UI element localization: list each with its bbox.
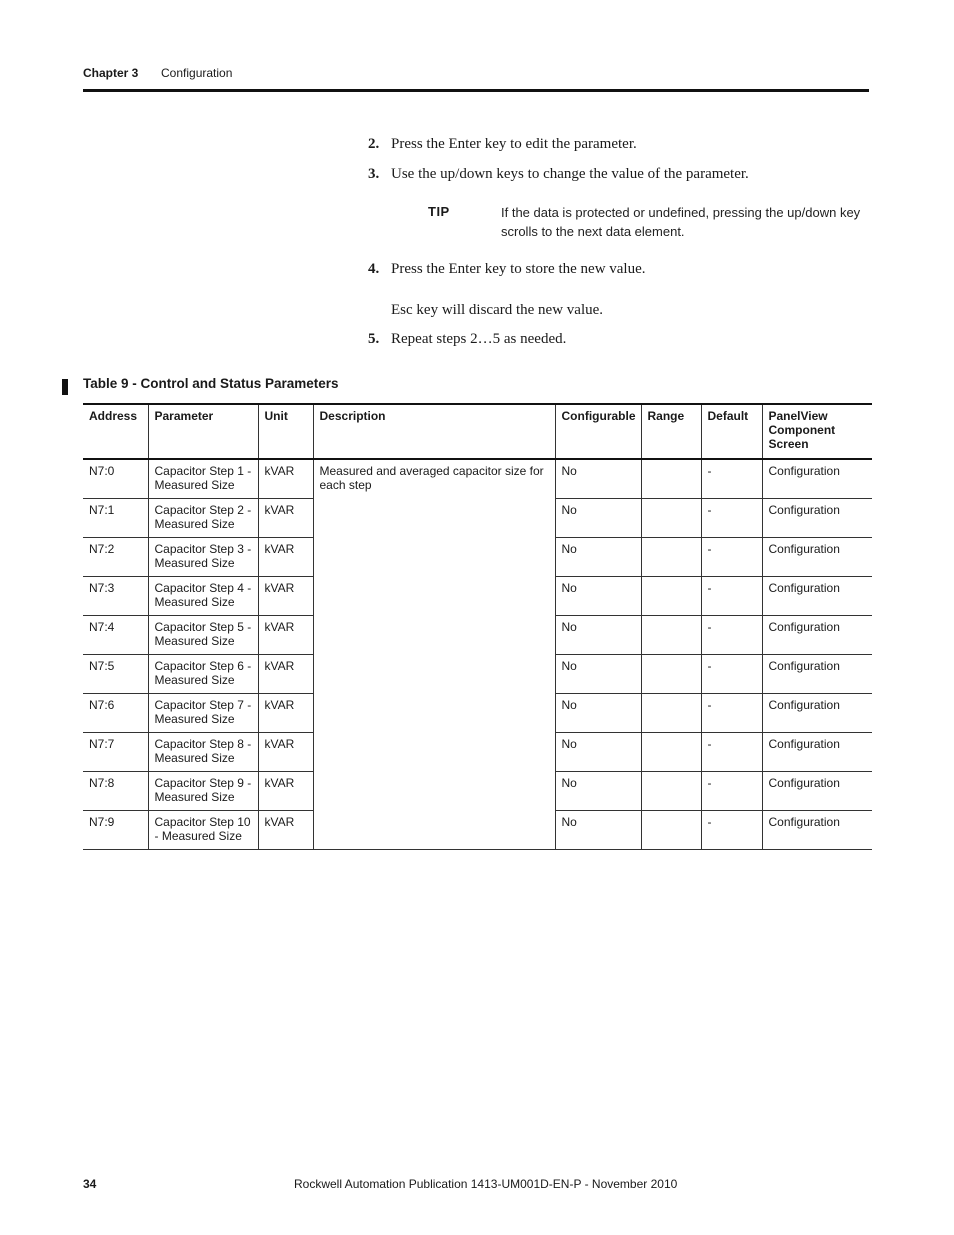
cell-description: Measured and averaged capacitor size for each step (313, 459, 555, 850)
cell-parameter: Capacitor Step 10 - Measured Size (148, 811, 258, 850)
cell-range (641, 538, 701, 577)
tip-text: If the data is protected or undefined, pressing the up/down key scrolls to the next data element. (501, 205, 861, 239)
cell-parameter: Capacitor Step 4 - Measured Size (148, 577, 258, 616)
page-number: 34 (83, 1177, 97, 1191)
cell-default: - (701, 811, 762, 850)
tip-label: TIP (428, 204, 450, 219)
cell-default: - (701, 538, 762, 577)
header-rule (83, 89, 869, 92)
cell-configurable: No (555, 655, 641, 694)
publication-info: Rockwell Automation Publication 1413-UM001D-EN-P - November 2010 (294, 1177, 678, 1191)
col-range: Range (641, 404, 701, 459)
cell-range (641, 616, 701, 655)
cell-address: N7:7 (83, 733, 148, 772)
table-marker (62, 379, 68, 395)
cell-address: N7:0 (83, 459, 148, 499)
col-configurable: Configurable (555, 404, 641, 459)
cell-unit: kVAR (258, 733, 313, 772)
col-unit: Unit (258, 404, 313, 459)
col-default: Default (701, 404, 762, 459)
cell-unit: kVAR (258, 655, 313, 694)
cell-unit: kVAR (258, 616, 313, 655)
cell-unit: kVAR (258, 459, 313, 499)
cell-address: N7:1 (83, 499, 148, 538)
cell-screen: Configuration (762, 811, 872, 850)
cell-default: - (701, 772, 762, 811)
step-number: 2. (368, 136, 380, 152)
cell-screen: Configuration (762, 577, 872, 616)
cell-configurable: No (555, 811, 641, 850)
cell-range (641, 655, 701, 694)
cell-address: N7:2 (83, 538, 148, 577)
cell-unit: kVAR (258, 811, 313, 850)
cell-parameter: Capacitor Step 9 - Measured Size (148, 772, 258, 811)
step-2 (368, 136, 637, 153)
cell-configurable: No (555, 577, 641, 616)
cell-address: N7:9 (83, 811, 148, 850)
step-text: Press the Enter key to store the new value. (391, 261, 646, 277)
cell-address: N7:6 (83, 694, 148, 733)
esc-note: Esc key will discard the new value. (391, 302, 604, 318)
cell-configurable: No (555, 694, 641, 733)
cell-default: - (701, 577, 762, 616)
step-number: 3. (368, 166, 380, 182)
cell-configurable: No (555, 772, 641, 811)
cell-configurable: No (555, 538, 641, 577)
cell-parameter: Capacitor Step 1 - Measured Size (148, 459, 258, 499)
cell-default: - (701, 616, 762, 655)
cell-parameter: Capacitor Step 6 - Measured Size (148, 655, 258, 694)
cell-address: N7:5 (83, 655, 148, 694)
cell-parameter: Capacitor Step 5 - Measured Size (148, 616, 258, 655)
parameters-table (83, 403, 872, 850)
cell-screen: Configuration (762, 733, 872, 772)
section-label: Configuration (161, 66, 233, 80)
cell-parameter: Capacitor Step 8 - Measured Size (148, 733, 258, 772)
cell-screen: Configuration (762, 538, 872, 577)
cell-address: N7:3 (83, 577, 148, 616)
cell-default: - (701, 499, 762, 538)
cell-range (641, 811, 701, 850)
step-number: 4. (368, 261, 380, 277)
step-number: 5. (368, 331, 380, 347)
table-header-row (83, 404, 872, 459)
cell-configurable: No (555, 459, 641, 499)
step-text: Press the Enter key to edit the parameter. (391, 136, 637, 152)
step-text: Repeat steps 2…5 as needed. (391, 331, 567, 347)
step-text: Use the up/down keys to change the value of the parameter. (391, 166, 749, 182)
cell-parameter: Capacitor Step 2 - Measured Size (148, 499, 258, 538)
cell-configurable: No (555, 616, 641, 655)
cell-unit: kVAR (258, 694, 313, 733)
col-parameter: Parameter (148, 404, 258, 459)
cell-screen: Configuration (762, 459, 872, 499)
table-title: Table 9 - Control and Status Parameters (83, 376, 339, 391)
cell-default: - (701, 459, 762, 499)
running-header (83, 66, 232, 80)
col-description: Description (313, 404, 555, 459)
cell-screen: Configuration (762, 772, 872, 811)
cell-screen: Configuration (762, 694, 872, 733)
cell-default: - (701, 694, 762, 733)
cell-parameter: Capacitor Step 3 - Measured Size (148, 538, 258, 577)
cell-screen: Configuration (762, 655, 872, 694)
cell-unit: kVAR (258, 538, 313, 577)
step-5 (368, 331, 566, 348)
cell-range (641, 694, 701, 733)
cell-range (641, 577, 701, 616)
cell-configurable: No (555, 733, 641, 772)
step-3 (368, 166, 749, 183)
cell-address: N7:8 (83, 772, 148, 811)
cell-screen: Configuration (762, 499, 872, 538)
col-address: Address (83, 404, 148, 459)
cell-configurable: No (555, 499, 641, 538)
step-4 (368, 261, 646, 278)
cell-parameter: Capacitor Step 7 - Measured Size (148, 694, 258, 733)
cell-range (641, 772, 701, 811)
cell-default: - (701, 733, 762, 772)
cell-range (641, 733, 701, 772)
cell-range (641, 499, 701, 538)
cell-default: - (701, 655, 762, 694)
chapter-label: Chapter 3 (83, 66, 139, 80)
cell-unit: kVAR (258, 499, 313, 538)
cell-range (641, 459, 701, 499)
col-screen: PanelView Component Screen (762, 404, 872, 459)
cell-screen: Configuration (762, 616, 872, 655)
table-row (83, 459, 872, 499)
cell-unit: kVAR (258, 577, 313, 616)
cell-unit: kVAR (258, 772, 313, 811)
cell-address: N7:4 (83, 616, 148, 655)
